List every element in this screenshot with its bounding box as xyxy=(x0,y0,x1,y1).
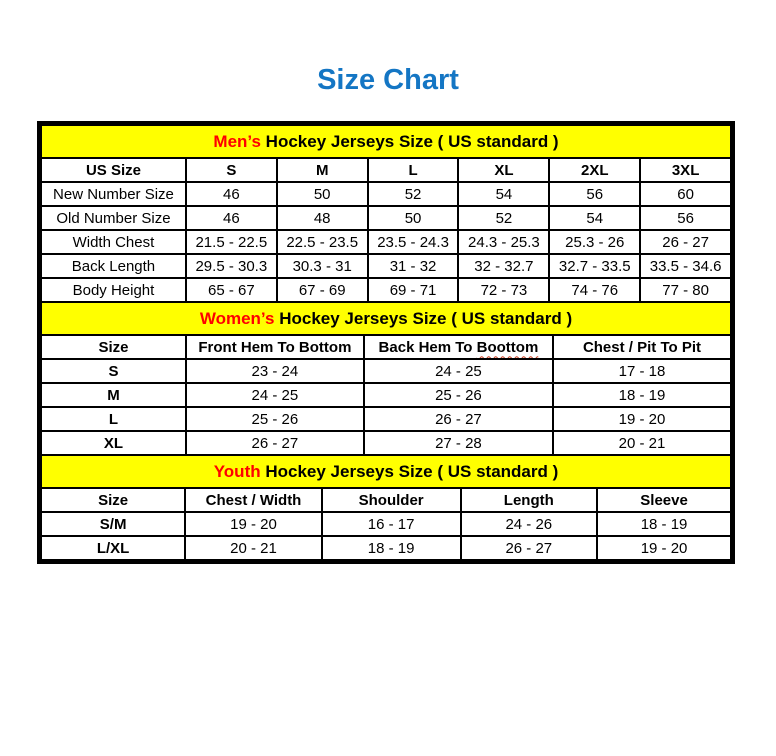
mens-cell: 69 - 71 xyxy=(368,278,459,302)
mens-cell: 56 xyxy=(549,182,640,206)
mens-cell: 30.3 - 31 xyxy=(277,254,368,278)
mens-table-row xyxy=(41,182,731,206)
mens-column-header: S xyxy=(186,158,277,182)
womens-table-row xyxy=(41,359,731,383)
youth-table-row xyxy=(41,536,731,560)
mens-cell: 33.5 - 34.6 xyxy=(640,254,731,278)
mens-cell: 25.3 - 26 xyxy=(549,230,640,254)
youth-row-label: L/XL xyxy=(41,536,185,560)
mens-cell: 54 xyxy=(458,182,549,206)
womens-caption-highlight: Women’s xyxy=(199,308,275,328)
womens-cell: 25 - 26 xyxy=(186,407,364,431)
youth-column-header: Shoulder xyxy=(322,488,461,512)
mens-cell: 23.5 - 24.3 xyxy=(368,230,459,254)
womens-table-row xyxy=(41,431,731,455)
womens-cell: 24 - 25 xyxy=(364,359,553,383)
womens-cell: 27 - 28 xyxy=(364,431,553,455)
youth-column-header: Sleeve xyxy=(597,488,731,512)
mens-header-row xyxy=(41,158,731,182)
womens-cell: 26 - 27 xyxy=(364,407,553,431)
mens-caption-row xyxy=(41,125,731,158)
youth-cell: 19 - 20 xyxy=(185,512,322,536)
youth-size-table xyxy=(40,454,732,561)
womens-cell: 18 - 19 xyxy=(553,383,731,407)
womens-cell: 23 - 24 xyxy=(186,359,364,383)
mens-cell: 32.7 - 33.5 xyxy=(549,254,640,278)
youth-cell: 18 - 19 xyxy=(597,512,731,536)
mens-cell: 54 xyxy=(549,206,640,230)
youth-caption xyxy=(41,455,731,488)
youth-caption-row xyxy=(41,455,731,488)
womens-cell: 20 - 21 xyxy=(553,431,731,455)
mens-cell: 52 xyxy=(458,206,549,230)
mens-cell: 65 - 67 xyxy=(186,278,277,302)
mens-cell: 52 xyxy=(368,182,459,206)
womens-caption xyxy=(41,302,731,335)
mens-cell: 50 xyxy=(277,182,368,206)
mens-size-table xyxy=(40,124,732,303)
mens-row-label: Body Height xyxy=(41,278,186,302)
womens-caption-text: Hockey Jerseys Size ( US standard ) xyxy=(274,308,573,328)
womens-table-row xyxy=(41,407,731,431)
mens-caption-highlight: Men’s xyxy=(213,131,261,151)
size-chart-tables xyxy=(37,121,735,564)
womens-column-header: Size xyxy=(41,335,186,359)
mens-cell: 77 - 80 xyxy=(640,278,731,302)
youth-row-label: S/M xyxy=(41,512,185,536)
womens-row-label: XL xyxy=(41,431,186,455)
mens-table-row xyxy=(41,230,731,254)
youth-caption-highlight: Youth xyxy=(213,461,261,481)
mens-cell: 67 - 69 xyxy=(277,278,368,302)
mens-caption xyxy=(41,125,731,158)
womens-size-table xyxy=(40,301,732,456)
mens-row-label: Back Length xyxy=(41,254,186,278)
mens-cell: 48 xyxy=(277,206,368,230)
mens-column-header: 2XL xyxy=(549,158,640,182)
youth-table-row xyxy=(41,512,731,536)
mens-table-row xyxy=(41,254,731,278)
youth-cell: 24 - 26 xyxy=(461,512,598,536)
womens-caption-row xyxy=(41,302,731,335)
womens-row-label: M xyxy=(41,383,186,407)
mens-row-label: Old Number Size xyxy=(41,206,186,230)
mens-row-label: Width Chest xyxy=(41,230,186,254)
youth-cell: 20 - 21 xyxy=(185,536,322,560)
page-title: Size Chart xyxy=(317,64,459,96)
womens-cell: 26 - 27 xyxy=(186,431,364,455)
mens-cell: 21.5 - 22.5 xyxy=(186,230,277,254)
youth-column-header: Length xyxy=(461,488,598,512)
mens-table-row xyxy=(41,278,731,302)
mens-caption-text: Hockey Jerseys Size ( US standard ) xyxy=(260,131,559,151)
mens-column-header: M xyxy=(277,158,368,182)
mens-column-header: XL xyxy=(458,158,549,182)
mens-cell: 24.3 - 25.3 xyxy=(458,230,549,254)
youth-cell: 16 - 17 xyxy=(322,512,461,536)
youth-cell: 26 - 27 xyxy=(461,536,598,560)
mens-cell: 50 xyxy=(368,206,459,230)
youth-caption-text: Hockey Jerseys Size ( US standard ) xyxy=(260,461,559,481)
mens-cell: 46 xyxy=(186,206,277,230)
mens-column-header: L xyxy=(368,158,459,182)
misspelled-word: Boottom xyxy=(476,338,539,356)
mens-cell: 60 xyxy=(640,182,731,206)
womens-header-row xyxy=(41,335,731,359)
womens-cell: 17 - 18 xyxy=(553,359,731,383)
mens-cell: 72 - 73 xyxy=(458,278,549,302)
womens-column-header: Front Hem To Bottom xyxy=(186,335,364,359)
mens-table-row xyxy=(41,206,731,230)
mens-row-label: New Number Size xyxy=(41,182,186,206)
youth-column-header: Chest / Width xyxy=(185,488,322,512)
womens-column-header: Chest / Pit To Pit xyxy=(553,335,731,359)
womens-cell: 19 - 20 xyxy=(553,407,731,431)
mens-cell: 31 - 32 xyxy=(368,254,459,278)
mens-column-header: 3XL xyxy=(640,158,731,182)
womens-table-row xyxy=(41,383,731,407)
womens-cell: 24 - 25 xyxy=(186,383,364,407)
youth-cell: 19 - 20 xyxy=(597,536,731,560)
mens-column-header: US Size xyxy=(41,158,186,182)
mens-cell: 29.5 - 30.3 xyxy=(186,254,277,278)
mens-cell: 32 - 32.7 xyxy=(458,254,549,278)
womens-row-label: S xyxy=(41,359,186,383)
mens-cell: 26 - 27 xyxy=(640,230,731,254)
womens-cell: 25 - 26 xyxy=(364,383,553,407)
mens-cell: 46 xyxy=(186,182,277,206)
womens-column-header: Back Hem To Boottom xyxy=(364,335,553,359)
mens-cell: 22.5 - 23.5 xyxy=(277,230,368,254)
youth-cell: 18 - 19 xyxy=(322,536,461,560)
youth-column-header: Size xyxy=(41,488,185,512)
mens-cell: 56 xyxy=(640,206,731,230)
mens-cell: 74 - 76 xyxy=(549,278,640,302)
womens-row-label: L xyxy=(41,407,186,431)
youth-header-row xyxy=(41,488,731,512)
